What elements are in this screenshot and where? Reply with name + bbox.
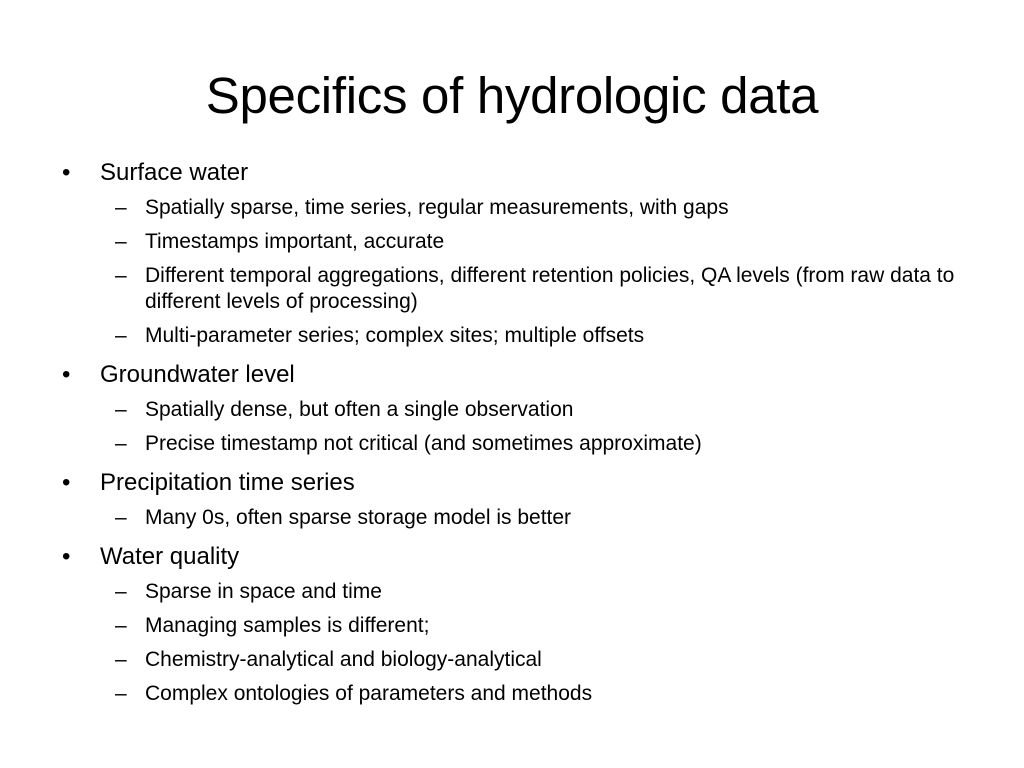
bullet-marker: • bbox=[62, 543, 71, 570]
sub-bullet-list bbox=[100, 397, 972, 457]
sub-bullet-list bbox=[100, 195, 972, 349]
sub-bullet-item bbox=[100, 613, 972, 639]
bullet-marker: • bbox=[62, 159, 71, 186]
sub-bullet-text: Managing samples is different; bbox=[145, 614, 430, 637]
bullet-item bbox=[62, 155, 972, 349]
slide-title: Specifics of hydrologic data bbox=[205, 67, 819, 124]
bullet-text: Precipitation time series bbox=[100, 469, 355, 496]
bullet-item bbox=[62, 465, 972, 531]
sub-bullet-marker: – bbox=[115, 580, 127, 603]
sub-bullet-marker: – bbox=[115, 398, 127, 421]
sub-bullet-list bbox=[100, 579, 972, 707]
bullet-item bbox=[62, 539, 972, 707]
sub-bullet-marker: – bbox=[115, 230, 127, 253]
sub-bullet-list bbox=[100, 505, 972, 531]
sub-bullet-marker: – bbox=[115, 506, 127, 529]
sub-bullet-item bbox=[100, 647, 972, 673]
bullet-text: Groundwater level bbox=[100, 361, 295, 388]
sub-bullet-item bbox=[100, 195, 972, 221]
sub-bullet-marker: – bbox=[115, 682, 127, 705]
bullet-text: Surface water bbox=[100, 159, 249, 186]
sub-bullet-text: Different temporal aggregations, different retention policies, QA levels (from raw data to different levels of processing) bbox=[145, 264, 955, 313]
sub-bullet-item bbox=[100, 263, 972, 315]
sub-bullet-text: Many 0s, often sparse storage model is better bbox=[145, 506, 572, 529]
bullet-line bbox=[62, 357, 972, 393]
sub-bullet-marker: – bbox=[115, 648, 127, 671]
bullet-text: Water quality bbox=[100, 543, 240, 570]
bullet-line bbox=[62, 539, 972, 575]
bullet-item bbox=[62, 357, 972, 457]
sub-bullet-item bbox=[100, 229, 972, 255]
sub-bullet-marker: – bbox=[115, 614, 127, 637]
sub-bullet-text: Sparse in space and time bbox=[145, 580, 382, 603]
sub-bullet-marker: – bbox=[115, 432, 127, 455]
sub-bullet-text: Chemistry-analytical and biology-analytical bbox=[145, 648, 542, 671]
sub-bullet-text: Spatially sparse, time series, regular measurements, with gaps bbox=[145, 196, 729, 219]
bullet-list bbox=[62, 154, 972, 715]
bullet-marker: • bbox=[62, 469, 71, 496]
sub-bullet-item bbox=[100, 579, 972, 605]
bullet-line bbox=[62, 155, 972, 191]
sub-bullet-marker: – bbox=[115, 264, 127, 287]
sub-bullet-text: Spatially dense, but often a single observation bbox=[145, 398, 574, 421]
bullet-marker: • bbox=[62, 361, 71, 388]
sub-bullet-text: Timestamps important, accurate bbox=[145, 230, 445, 253]
sub-bullet-item bbox=[100, 323, 972, 349]
sub-bullet-marker: – bbox=[115, 196, 127, 219]
bullet-line bbox=[62, 465, 972, 501]
sub-bullet-marker: – bbox=[115, 324, 127, 347]
sub-bullet-item bbox=[100, 431, 972, 457]
sub-bullet-text: Precise timestamp not critical (and sometimes approximate) bbox=[145, 432, 702, 455]
sub-bullet-item bbox=[100, 681, 972, 707]
sub-bullet-item bbox=[100, 505, 972, 531]
sub-bullet-text: Multi-parameter series; complex sites; multiple offsets bbox=[145, 324, 645, 347]
sub-bullet-text: Complex ontologies of parameters and methods bbox=[145, 682, 593, 705]
sub-bullet-item bbox=[100, 397, 972, 423]
